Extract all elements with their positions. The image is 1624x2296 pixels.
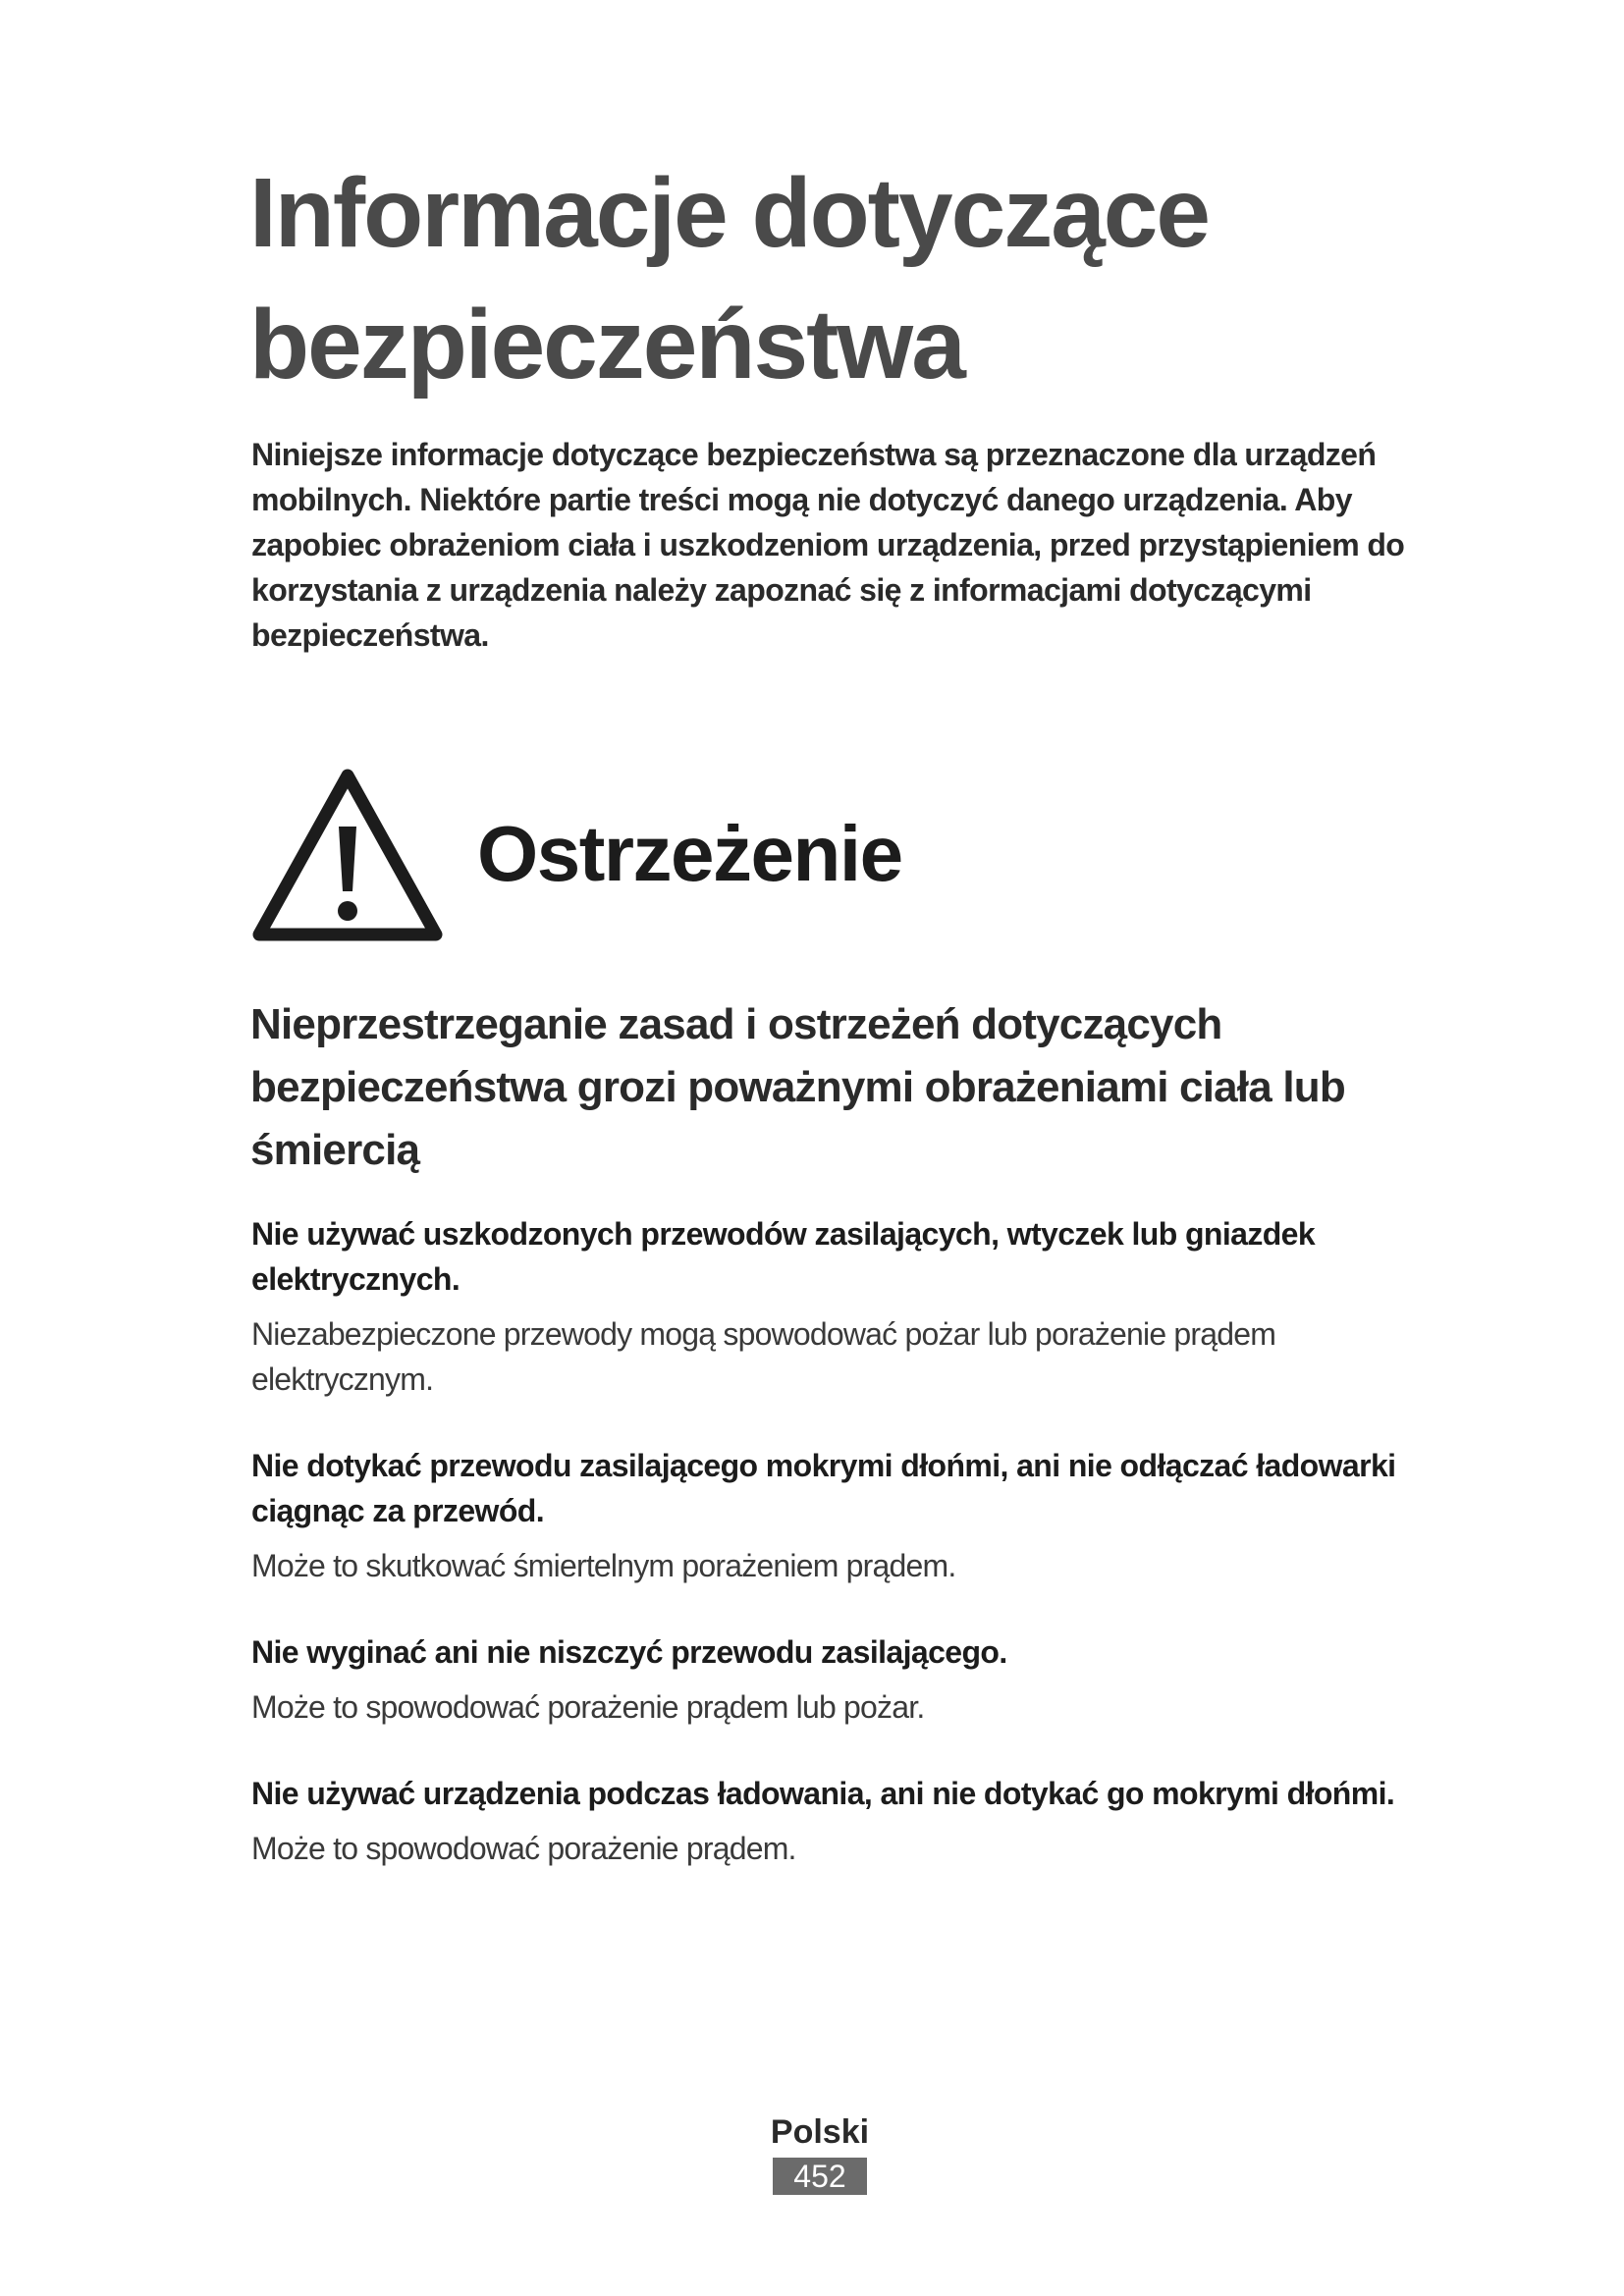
safety-item-body: Niezabezpieczone przewody mogą spowodować pożar lub porażenie prądem elektrycznym. [251, 1316, 1276, 1397]
safety-item [251, 1771, 1410, 1871]
safety-items-list [251, 1211, 1410, 1912]
intro-paragraph: Niniejsze informacje dotyczące bezpieczeństwa są przeznaczone dla urządzeń mobilnych. Niektóre partie treści mogą nie dotyczyć danego urządzenia. Aby zapobiec obrażeniom ciała i uszkodzeniom urządzenia, przed przystąpieniem do korzystania z urządzenia należy zapoznać się z informacjami dotyczącymi bezpieczeństwa. [251, 437, 1405, 653]
safety-item [251, 1629, 1410, 1730]
warning-block [249, 766, 1428, 952]
page-title: Informacje dotyczące bezpieczeństwa [249, 158, 1210, 400]
page-footer [0, 2110, 1624, 2195]
safety-item-body: Może to spowodować porażenie prądem lub pożar. [251, 1689, 925, 1725]
warning-triangle-icon [249, 766, 446, 947]
safety-item-title: Nie dotykać przewodu zasilającego mokrymi dłońmi, ani nie odłączać ładowarki ciągnąc za przewód. [251, 1448, 1396, 1528]
safety-item-title: Nie wyginać ani nie niszczyć przewodu zasilającego. [251, 1634, 1007, 1670]
warning-title: Ostrzeżenie [477, 810, 902, 897]
safety-item-body: Może to skutkować śmiertelnym porażeniem prądem. [251, 1548, 956, 1583]
safety-item-body: Może to spowodować porażenie prądem. [251, 1831, 796, 1866]
safety-item-title: Nie używać urządzenia podczas ładowania, ani nie dotykać go mokrymi dłońmi. [251, 1776, 1395, 1811]
safety-item [251, 1443, 1410, 1588]
page-number-badge: 452 [773, 2158, 867, 2195]
section-heading: Nieprzestrzeganie zasad i ostrzeżeń dotyczących bezpieczeństwa grozi poważnymi obrażeniami ciała lub śmiercią [250, 1000, 1345, 1174]
safety-item [251, 1211, 1410, 1402]
footer-language: Polski [770, 2113, 870, 2151]
safety-item-title: Nie używać uszkodzonych przewodów zasilających, wtyczek lub gniazdek elektrycznych. [251, 1216, 1316, 1297]
